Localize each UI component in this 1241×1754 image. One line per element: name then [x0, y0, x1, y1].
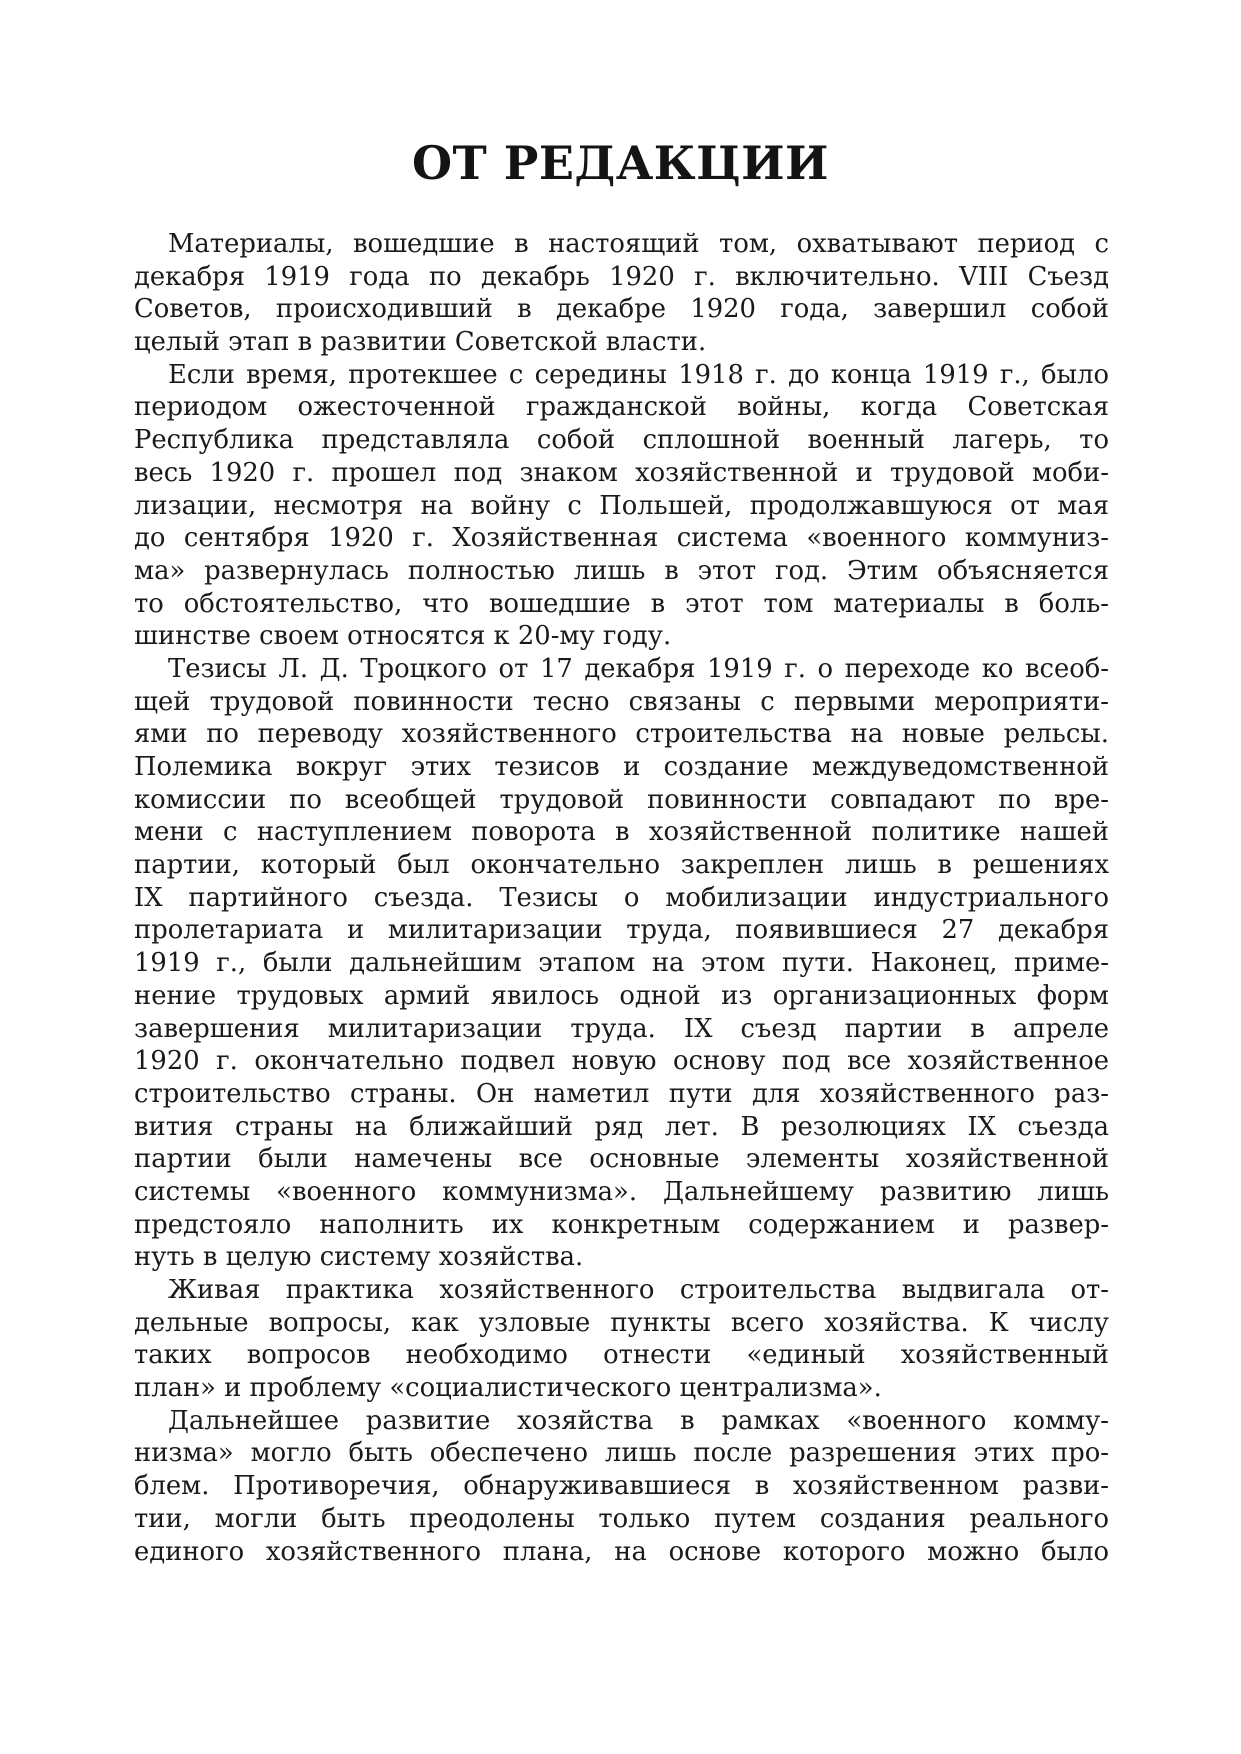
text-line: шинстве своем относятся к 20-му году.: [134, 621, 672, 652]
paragraph: [134, 228, 1109, 359]
text-line: Полемика вокруг этих тезисов и создание междуведомственной: [134, 752, 1109, 782]
text-line: пролетариата и милитаризации труда, появившиеся 27 декабря: [134, 915, 1109, 946]
text-line: периодом ожесточенной гражданской войны, когда Советская: [134, 392, 1109, 423]
text-line: комиссии по всеобщей трудовой повинности совпадают по вре-: [134, 784, 1109, 815]
text-line: щей трудовой повинности тесно связаны с первыми мероприяти-: [134, 686, 1109, 717]
text-line: предстояло наполнить их конкретным содержанием и развер-: [134, 1209, 1109, 1240]
text-line: Материалы, вошедшие в настоящий том, охватывают период с: [168, 229, 1109, 259]
text-line: строительство страны. Он наметил пути для хозяйственного раз-: [134, 1078, 1109, 1109]
text-line: Если время, протекшее с середины 1918 г. до конца 1919 г., было: [168, 359, 1109, 390]
paragraph: [134, 1274, 1109, 1405]
text-line: целый этап в развитии Советской власти.: [134, 327, 707, 358]
page-title: ОТ РЕДАКЦИИ: [411, 136, 830, 190]
text-line: лизации, несмотря на войну с Польшей, продолжавшуюся от мая: [134, 490, 1109, 521]
text-line: блем. Противоречия, обнаруживавшиеся в хозяйственном разви-: [134, 1471, 1109, 1502]
text-line: 1919 г., были дальнейшим этапом на этом пути. Наконец, приме-: [134, 948, 1109, 979]
text-line: декабря 1919 года по декабрь 1920 г. включительно. VIII Съезд: [134, 261, 1109, 292]
text-line: нение трудовых армий явилось одной из организационных форм: [134, 980, 1109, 1011]
text-line: нуть в целую систему хозяйства.: [134, 1242, 584, 1273]
text-line: Тезисы Л. Д. Троцкого от 17 декабря 1919 г. о переходе ко всеоб-: [168, 653, 1109, 684]
text-line: план» и проблему «социалистического централизма».: [134, 1373, 882, 1404]
paragraph: [134, 359, 1109, 653]
text-line: тии, могли быть преодолены только путем создания реального: [134, 1503, 1109, 1534]
paragraph: [134, 1405, 1109, 1568]
text-line: то обстоятельство, что вошедшие в этот том материалы в боль-: [134, 588, 1109, 619]
text-line: завершения милитаризации труда. IX съезд партии в апреле: [134, 1013, 1109, 1044]
text-line: единого хозяйственного плана, на основе которого можно было: [134, 1536, 1109, 1567]
text-line: системы «военного коммунизма». Дальнейшему развитию лишь: [134, 1176, 1109, 1207]
text-line: ями по переводу хозяйственного строительства на новые рельсы.: [134, 719, 1109, 750]
text-line: весь 1920 г. прошел под знаком хозяйственной и трудовой моби-: [134, 457, 1109, 488]
text-line: IX партийного съезда. Тезисы о мобилизации индустриального: [134, 882, 1109, 913]
text-line: ма» развернулась полностью лишь в этот год. Этим объясняется: [134, 555, 1109, 586]
text-line: партии были намечены все основные элементы хозяйственной: [134, 1144, 1109, 1175]
text-line: вития страны на ближайший ряд лет. В резолюциях IX съезда: [134, 1111, 1109, 1142]
body-text: [134, 228, 1109, 1568]
text-line: Живая практика хозяйственного строительства выдвигала от-: [168, 1275, 1109, 1305]
text-line: низма» могло быть обеспечено лишь после разрешения этих про-: [134, 1438, 1109, 1469]
text-line: таких вопросов необходимо отнести «единый хозяйственный: [134, 1340, 1109, 1371]
text-line: дельные вопросы, как узловые пункты всего хозяйства. К числу: [134, 1307, 1109, 1338]
text-line: Советов, происходивший в декабре 1920 года, завершил собой: [134, 294, 1109, 325]
text-line: Республика представляла собой сплошной военный лагерь, то: [134, 425, 1109, 456]
text-line: Дальнейшее развитие хозяйства в рамках «военного комму-: [168, 1405, 1109, 1436]
text-line: до сентября 1920 г. Хозяйственная система «военного коммуниз-: [134, 523, 1109, 554]
text-line: 1920 г. окончательно подвел новую основу под все хозяйственное: [134, 1046, 1109, 1077]
text-line: партии, который был окончательно закреплен лишь в решениях: [134, 850, 1109, 881]
paragraph: [134, 653, 1109, 1274]
text-line: мени с наступлением поворота в хозяйственной политике нашей: [134, 817, 1109, 848]
